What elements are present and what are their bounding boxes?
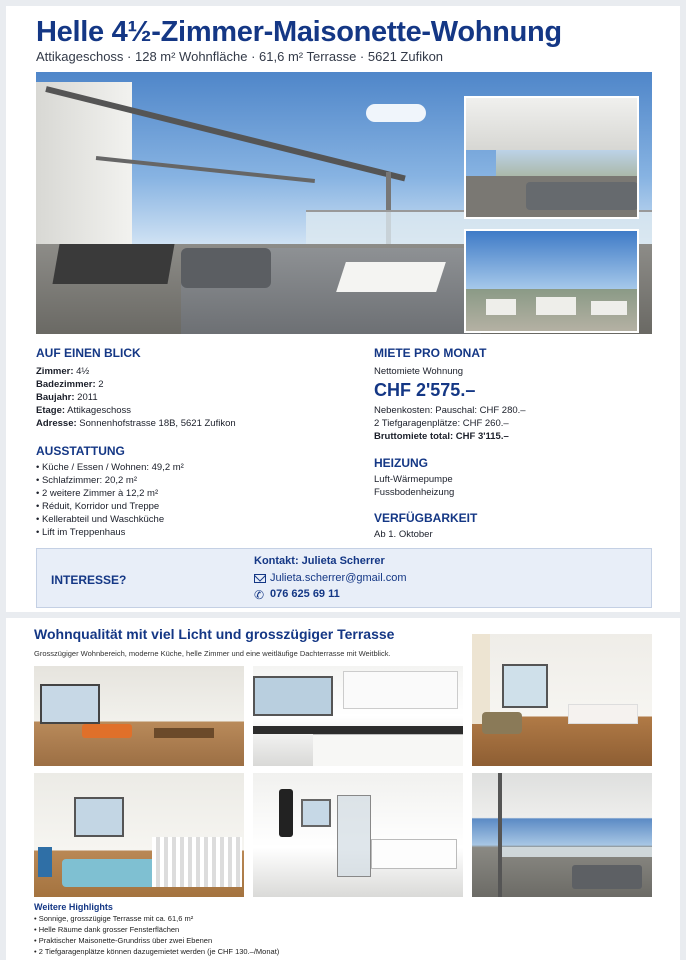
terrace-detail-photo: [472, 773, 652, 897]
page-subtitle: Attikageschoss · 128 m² Wohnfläche · 61,6 m² Terrasse · 5621 Zufikon: [36, 49, 444, 64]
contact-name: Kontakt: Julieta Scherrer: [254, 555, 385, 567]
overview-row-rooms: Zimmer: 4½: [36, 366, 90, 377]
contact-cta: INTERESSE?: [51, 573, 127, 587]
rent-net-label: Nettomiete Wohnung: [374, 366, 464, 377]
highlight-item: • 2 Tiefgaragenplätze können dazugemietet werden (je CHF 130.–/Monat): [34, 947, 279, 956]
availability-heading: VERFÜGBARKEIT: [374, 511, 478, 525]
feature-item: • Schlafzimmer: 20,2 m²: [36, 475, 137, 486]
feature-item: • Réduit, Korridor und Treppe: [36, 501, 159, 512]
highlight-item: • Helle Räume dank grosser Fensterflächen: [34, 925, 179, 934]
features-heading: AUSSTATTUNG: [36, 444, 125, 458]
overview-row-address: Adresse: Sonnenhofstrasse 18B, 5621 Zufikon: [36, 418, 236, 429]
overview-row-floor: Etage: Attikageschoss: [36, 405, 132, 416]
living-room-photo: [34, 666, 244, 766]
highlights-heading: Weitere Highlights: [34, 902, 113, 912]
section-heading: Wohnqualität mit viel Licht und grosszügiger Terrasse: [34, 626, 395, 642]
overview-row-bathrooms: Badezimmer: 2: [36, 379, 104, 390]
feature-item: • Kellerabteil und Waschküche: [36, 514, 164, 525]
bathroom-photo: [253, 773, 463, 897]
heating-item: Fussbodenheizung: [374, 487, 455, 498]
overview-row-year: Baujahr: 2011: [36, 392, 98, 403]
contact-email-link[interactable]: Julieta.scherrer@gmail.com: [270, 572, 407, 584]
section-lead: Grosszügiger Wohnbereich, moderne Küche, helle Zimmer und eine weitläufige Dachterrasse mit Weitblick.: [34, 649, 391, 658]
envelope-icon: [254, 574, 266, 583]
rent-extra: Nebenkosten: Pauschal: CHF 280.–: [374, 405, 526, 416]
phone-icon: ✆: [254, 588, 265, 602]
contact-box: [36, 548, 652, 608]
flyer-page-2: [6, 618, 680, 960]
highlight-item: • Sonnige, grosszügige Terrasse mit ca. 61,6 m²: [34, 914, 193, 923]
feature-item: • Küche / Essen / Wohnen: 49,2 m²: [36, 462, 184, 473]
view-photo: [464, 229, 639, 333]
feature-item: • Lift im Treppenhaus: [36, 527, 125, 538]
availability-value: Ab 1. Oktober: [374, 529, 433, 540]
rent-extra: 2 Tiefgaragenplätze: CHF 260.–: [374, 418, 509, 429]
highlight-item: • Praktischer Maisonette-Grundriss über zwei Ebenen: [34, 936, 212, 945]
heating-heading: HEIZUNG: [374, 456, 428, 470]
rent-gross: Bruttomiete total: CHF 3'115.–: [374, 431, 509, 442]
kitchen-photo: [253, 666, 463, 766]
childrens-room-photo: [34, 773, 244, 897]
rent-net-price: CHF 2'575.–: [374, 380, 476, 400]
heating-item: Luft-Wärmepumpe: [374, 474, 453, 485]
contact-phone-link[interactable]: 076 625 69 11: [270, 588, 340, 600]
overview-heading: AUF EINEN BLICK: [36, 346, 141, 360]
terrace-lounge-photo: [464, 96, 639, 219]
feature-item: • 2 weitere Zimmer à 12,2 m²: [36, 488, 158, 499]
bedroom-photo: [472, 634, 652, 766]
page-title: Helle 4½-Zimmer-Maisonette-Wohnung: [36, 16, 562, 48]
flyer-page-1: [6, 6, 680, 612]
rent-heading: MIETE PRO MONAT: [374, 346, 487, 360]
